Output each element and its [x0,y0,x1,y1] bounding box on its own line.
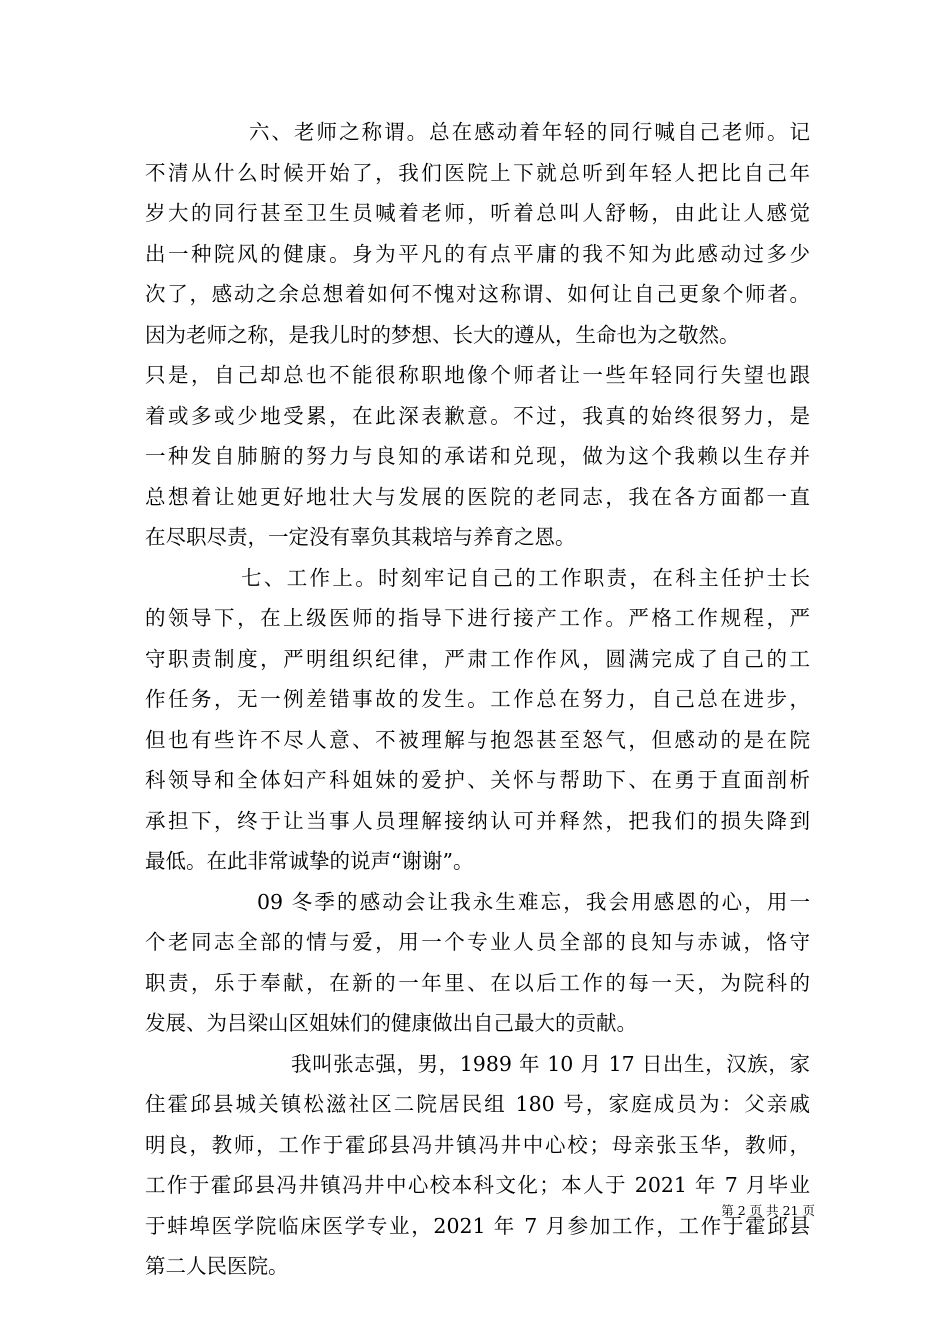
text-line: 住霍邱县城关镇松滋社区二院居民组 180 号，家庭成员为：父亲戚 [145,1092,810,1116]
text-line: 最低。在此非常诚挚的说声“谢谢”。 [145,849,474,873]
paragraph-work [145,558,810,882]
text-line: 总想着让她更好地壮大与发展的医院的老同志，我在各方面都一直 [145,484,810,509]
text-line: 我叫张志强，男，1989 年 10 月 17 日出生，汉族，家 [291,1051,810,1076]
text-line: 科领导和全体妇产科姐妹的爱护、关怀与帮助下、在勇于直面剖析 [145,768,810,792]
text-line: 着或多或少地受累，在此深表歉意。不过，我真的始终很努力，是 [145,403,810,428]
paragraph-bio [145,1044,810,1287]
text-line: 个老同志全部的情与爱，用一个专业人员全部的良知与赤诚，恪守 [145,930,810,954]
text-line: 发展、为吕梁山区姐妹们的健康做出自己最大的贡献。 [145,1011,637,1035]
text-line: 守职责制度，严明组织纪律，严肃工作作风，圆满完成了自己的工 [145,646,810,671]
text-line: 的领导下，在上级医师的指导下进行接产工作。严格工作规程，严 [145,606,810,630]
text-line: 只是，自己却总也不能很称职地像个师者让一些年轻同行失望也跟 [145,363,810,387]
text-line: 出一种院风的健康。身为平凡的有点平庸的我不知为此感动过多少 [145,241,810,266]
text-line: 09 冬季的感动会让我永生难忘，我会用感恩的心，用一 [257,889,810,914]
text-line: 但也有些许不尽人意、不被理解与抱怨甚至怒气，但感动的是在院 [145,727,810,752]
text-line: 一种发自肺腑的努力与良知的承诺和兑现，做为这个我赖以生存并 [145,444,810,468]
text-line: 因为老师之称，是我儿时的梦想、长大的遵从，生命也为之敬然。 [145,322,740,347]
text-line: 职责，乐于奉献，在新的一年里、在以后工作的每一天，为院科的 [145,970,810,995]
page-number: 第 2 页 共 21 页 [721,1203,815,1218]
text-line: 明良，教师，工作于霍邱县冯井镇冯井中心校；母亲张玉华，教师， [145,1132,810,1157]
text-line: 在尽职尽责，一定没有辜负其栽培与养育之恩。 [145,525,576,549]
text-line: 第二人民医院。 [145,1254,289,1278]
text-line: 七、工作上。时刻牢记自己的工作职责，在科主任护士长 [241,565,810,590]
text-line: 承担下，终于让当事人员理解接纳认可并释然，把我们的损失降到 [145,808,810,833]
paragraph-teacher-title [145,112,810,558]
text-line: 工作于霍邱县冯井镇冯井中心校本科文化；本人于 2021 年 7 月毕业 [145,1173,810,1197]
text-line: 次了，感动之余总想着如何不愧对这称谓、如何让自己更象个师者。 [145,282,810,306]
text-line: 六、老师之称谓。总在感动着年轻的同行喊自己老师。记 [249,120,810,144]
document-body [145,112,810,1287]
text-line: 作任务，无一例差错事故的发生。工作总在努力，自己总在进步， [145,687,810,711]
paragraph-winter [145,882,810,1044]
text-line: 不清从什么时候开始了，我们医院上下就总听到年轻人把比自己年 [145,160,810,185]
text-line: 岁大的同行甚至卫生员喊着老师，听着总叫人舒畅，由此让人感觉 [145,201,810,225]
text-line: 于蚌埠医学院临床医学专业，2021 年 7 月参加工作，工作于霍邱县 [145,1213,810,1238]
